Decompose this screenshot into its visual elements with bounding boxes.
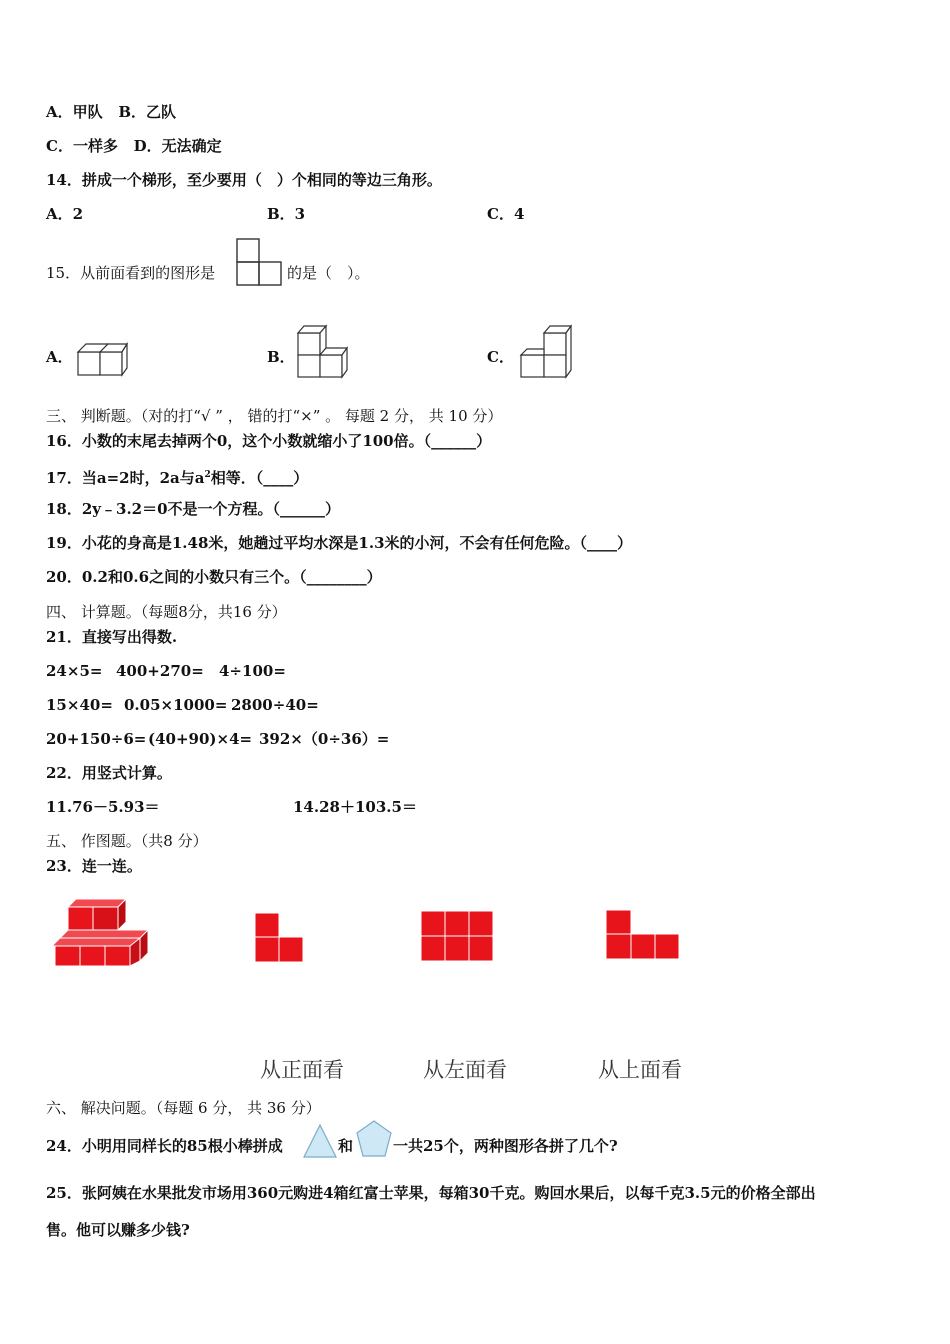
- q21-expr: 15×40=: [46, 696, 113, 714]
- triangle-icon: [303, 1124, 337, 1158]
- q13-option-c[interactable]: C．一样多: [46, 137, 118, 155]
- q17-text-post: 相等．（____）: [210, 469, 309, 487]
- q25-line-2: 售。他可以赚多少钱?: [46, 1221, 190, 1239]
- q13-options-row1: [46, 102, 176, 122]
- q13-option-b[interactable]: B．乙队: [118, 103, 176, 121]
- q24-text-post: 一共25个，两种图形各拼了几个?: [393, 1137, 618, 1155]
- q21-expr: 4÷100=: [219, 662, 286, 680]
- q13-options-row2: [46, 136, 222, 156]
- q15-option-c[interactable]: C．: [487, 348, 514, 366]
- pentagon-icon: [356, 1120, 392, 1158]
- q21-question: 21．直接写出得数.: [46, 628, 178, 646]
- q15-option-a[interactable]: A．: [46, 348, 73, 366]
- q13-option-a[interactable]: A．甲队: [46, 103, 103, 121]
- q14-option-c[interactable]: C．4: [487, 205, 525, 223]
- section-3-title: 三、 判断题。（对的打“√ ” ， 错的打“×” 。 每题 2 分， 共 10 分）: [46, 407, 503, 425]
- q21-expr: 20+150÷6=: [46, 730, 147, 748]
- q15-option-a-cubes[interactable]: [77, 338, 129, 378]
- q22-expr-2: 14.28＋103.5＝: [293, 798, 417, 816]
- q15-option-c-cubes[interactable]: [520, 324, 574, 380]
- q24-text-pre: 24．小明用同样长的85根小棒拼成: [46, 1137, 283, 1155]
- q21-expr: (40+90)×4=: [148, 730, 253, 748]
- q14-option-b[interactable]: B．3: [267, 205, 306, 223]
- q21-expr: 400+270=: [116, 662, 204, 680]
- q16-statement: 16．小数的末尾去掉两个0，这个小数就缩小了100倍。（______）: [46, 432, 492, 450]
- section-5-title: 五、 作图题。（共8 分）: [46, 832, 208, 850]
- q15-option-b-cubes[interactable]: [297, 324, 349, 380]
- q15-question-prefix: 15．从前面看到的图形是: [46, 264, 216, 282]
- q13-option-d[interactable]: D．无法确定: [133, 137, 222, 155]
- label-top-view[interactable]: 从上面看: [598, 1058, 682, 1082]
- red-grid-shape[interactable]: [420, 910, 494, 962]
- q21-expr: 392×（0÷36）=: [259, 730, 390, 748]
- q15-option-b[interactable]: B．: [267, 348, 295, 366]
- label-left-view[interactable]: 从左面看: [423, 1058, 507, 1082]
- q24-question: [46, 1136, 283, 1156]
- section-6-title: 六、 解决问题。（每题 6 分， 共 36 分）: [46, 1099, 321, 1117]
- q21-expr: 0.05×1000=: [124, 696, 228, 714]
- q15-question-suffix: 的是（ ）。: [287, 264, 370, 282]
- q21-expr: 2800÷40=: [231, 696, 319, 714]
- q17-superscript: 2: [204, 470, 211, 480]
- q14-option-a[interactable]: A．2: [46, 205, 84, 223]
- q23-question: 23．连一连。: [46, 857, 142, 875]
- q17-statement: [46, 465, 308, 488]
- label-front-view[interactable]: 从正面看: [260, 1058, 344, 1082]
- red-long-l-shape[interactable]: [605, 909, 681, 961]
- q24-text-mid: 和: [338, 1137, 354, 1155]
- q22-question: 22．用竖式计算。: [46, 764, 172, 782]
- q22-expr-1: 11.76－5.93＝: [46, 798, 160, 816]
- q17-text-pre: 17．当a=2时，2a与a: [46, 469, 205, 487]
- front-view-figure: [236, 238, 284, 288]
- section-4-title: 四、 计算题。（每题8分，共16 分）: [46, 603, 287, 621]
- q21-expr: 24×5=: [46, 662, 103, 680]
- q25-line-1: 25．张阿姨在水果批发市场用360元购进4箱红富士苹果，每箱30千克。购回水果后，以每千克3.5元的价格全部出: [46, 1184, 816, 1202]
- q19-statement: 19．小花的身高是1.48米，她趟过平均水深是1.3米的小河，不会有任何危险。（____）: [46, 534, 633, 552]
- q14-question: 14．拼成一个梯形，至少要用（ ）个相同的等边三角形。: [46, 171, 442, 189]
- red-l-shape[interactable]: [254, 912, 306, 964]
- q18-statement: 18．2y﹣3.2＝0不是一个方程。（______）: [46, 500, 341, 518]
- q20-statement: 20．0.2和0.6之间的小数只有三个。（________）: [46, 568, 382, 586]
- red-cube-solid[interactable]: [52, 898, 152, 970]
